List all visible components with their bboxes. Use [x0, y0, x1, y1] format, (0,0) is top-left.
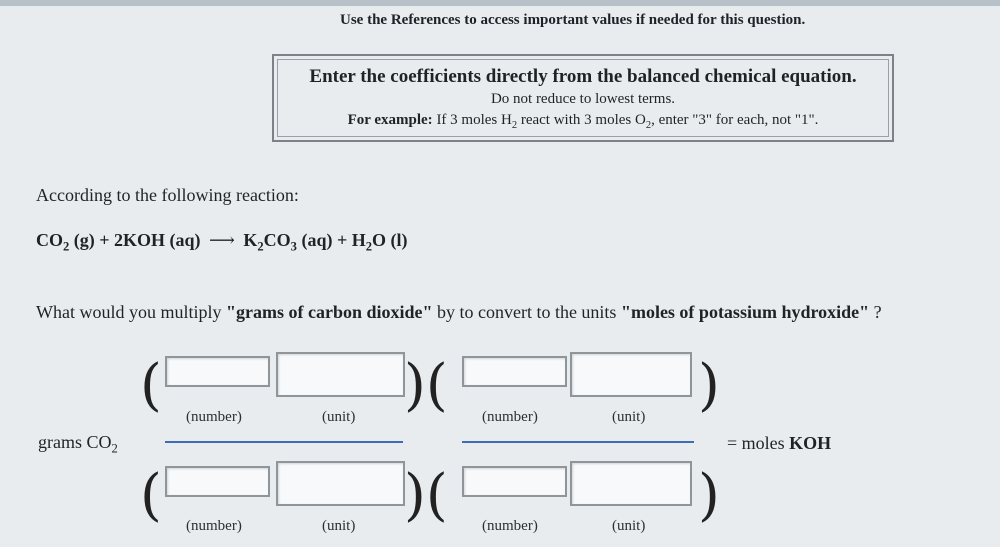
eq-co2: CO: [36, 230, 63, 250]
target-unit: KOH: [789, 433, 832, 453]
eq-co3-sub: 3: [290, 239, 297, 254]
question-part-2: by to convert to the units: [432, 302, 621, 322]
unit-input-top-1[interactable]: [276, 352, 405, 397]
open-paren-bottom-1: (: [140, 463, 162, 528]
equals-text: = moles: [727, 433, 790, 453]
number-caption-top-1: (number): [186, 409, 242, 425]
unit-input-bottom-2[interactable]: [570, 461, 692, 506]
fraction-line-2: [462, 441, 694, 443]
reaction-arrow: ⟶: [209, 230, 235, 250]
unit-input-top-2[interactable]: [570, 352, 692, 397]
question-part-1: What would you multiply: [36, 302, 226, 322]
instructions-title: Enter the coefficients directly from the balanced chemical equation.: [309, 66, 857, 87]
references-notice: Use the References to access important values if needed for this question.: [340, 12, 806, 28]
unit-caption-top-1: (unit): [322, 409, 356, 425]
number-caption-bottom-1: (number): [186, 518, 242, 534]
start-label-sub: 2: [111, 441, 118, 456]
number-caption-top-2: (number): [482, 409, 538, 425]
instructions-subtitle: Do not reduce to lowest terms.: [490, 91, 676, 107]
close-paren-bottom-2: ): [698, 463, 720, 528]
top-bar: [0, 0, 1000, 6]
number-input-top-2[interactable]: [462, 356, 567, 387]
example-text-3: , enter "3" for each, not "1".: [651, 112, 819, 128]
number-input-bottom-1[interactable]: [165, 466, 270, 497]
unit-caption-bottom-1: (unit): [322, 518, 356, 534]
problem-intro: According to the following reaction:: [36, 185, 299, 205]
start-quantity-label: [38, 432, 118, 457]
instructions-box: [272, 54, 894, 142]
question-bold-2: "moles of potassium hydroxide": [620, 302, 870, 322]
question-bold-1: "grams of carbon dioxide": [225, 302, 433, 322]
chemical-equation: [36, 230, 408, 255]
eq-k: K: [243, 230, 258, 250]
instructions-example: [278, 112, 888, 131]
eq-water: O (l): [372, 230, 408, 250]
instructions-inner: [277, 59, 889, 137]
unit-caption-top-2: (unit): [612, 409, 646, 425]
number-input-top-1[interactable]: [165, 356, 270, 387]
question-part-3: ?: [869, 302, 882, 322]
eq-co: CO: [263, 230, 291, 250]
example-sub-1: 2: [511, 120, 518, 131]
close-open-paren-bottom: )(: [404, 463, 448, 528]
example-label: For example:: [347, 112, 433, 128]
number-input-bottom-2[interactable]: [462, 466, 567, 497]
example-sub-2: 2: [645, 120, 652, 131]
open-paren-top-1: (: [140, 353, 162, 418]
eq-k-sub: 2: [257, 239, 264, 254]
close-open-paren-top: )(: [404, 353, 448, 418]
start-label-text: grams CO: [38, 432, 112, 452]
target-quantity-label: [727, 433, 831, 454]
example-text-1: If 3 moles H: [436, 112, 512, 128]
example-text-2: react with 3 moles O: [517, 112, 646, 128]
eq-co2-sub: 2: [63, 239, 70, 254]
fraction-line-1: [165, 441, 403, 443]
question-text: [36, 302, 882, 323]
close-paren-top-2: ): [698, 353, 720, 418]
eq-h2-sub: 2: [365, 239, 373, 254]
unit-caption-bottom-2: (unit): [612, 518, 646, 534]
number-caption-bottom-2: (number): [482, 518, 538, 534]
eq-reactants: (g) + 2KOH (aq): [69, 230, 201, 250]
unit-input-bottom-1[interactable]: [276, 461, 405, 506]
eq-products: (aq) + H: [296, 230, 366, 250]
